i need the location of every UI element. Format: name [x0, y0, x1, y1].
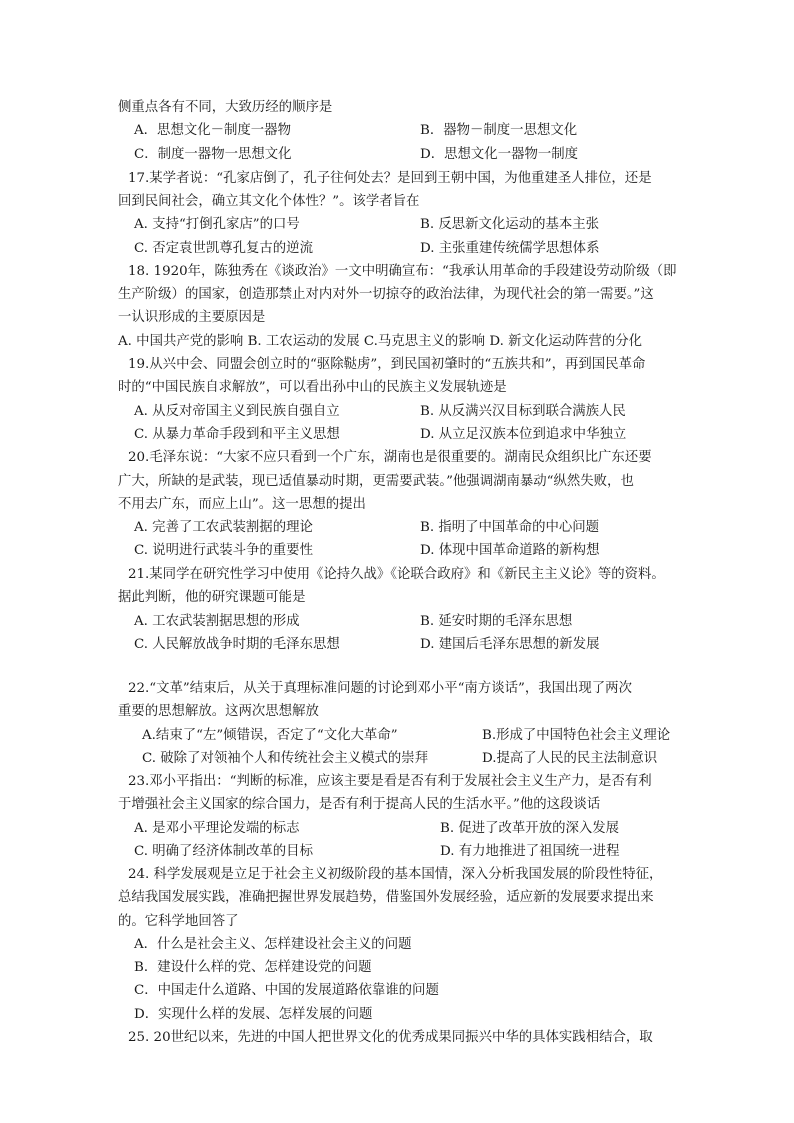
- q17-option-b: B. 反思新文化运动的基本主张: [420, 217, 600, 232]
- q21-option-b: B. 延安时期的毛泽东思想: [420, 614, 573, 629]
- q24-option-a: A．什么是社会主义、怎样建设社会主义的问题: [134, 937, 412, 952]
- q20-option-b: B. 指明了中国革命的中心问题: [420, 520, 600, 535]
- q22-stem-line1: 22.“文革”结束后，从关于真理标准问题的讨论到邓小平“南方谈话”，我国出现了两次: [128, 681, 632, 696]
- q23-stem-line1: 23.邓小平指出：“判断的标准，应该主要是看是否有利于发展社会主义生产力，是否有利: [128, 774, 652, 789]
- q18-stem-line3: 一认识形成的主要原因是: [118, 310, 266, 325]
- q23-option-a: A. 是邓小平理论发端的标志: [134, 821, 300, 836]
- q16-stem-end: 侧重点各有不同，大致历经的顺序是: [118, 100, 333, 115]
- q19-option-c: C. 从暴力革命手段到和平主义思想: [134, 427, 340, 442]
- q17-option-d: D. 主张重建传统儒学思想体系: [420, 241, 600, 256]
- q19-stem-line1: 19.从兴中会、同盟会创立时的“驱除鞑虏”，到民国初肇时的“五族共和”，再到国民革命: [128, 357, 646, 372]
- q16-option-a: A．思想文化－制度一器物: [134, 123, 291, 138]
- q23-stem-line2: 于增强社会主义国家的综合国力，是否有利于提高人民的生活水平。”他的这段谈话: [118, 797, 601, 812]
- q20-option-a: A. 完善了工农武装割据的理论: [134, 520, 313, 535]
- q21-option-d: D. 建国后毛泽东思想的新发展: [420, 637, 600, 652]
- q22-option-d: D.提高了人民的民主法制意识: [482, 751, 658, 766]
- q23-option-c: C. 明确了经济体制改革的目标: [134, 844, 313, 859]
- q19-option-a: A. 从反对帝国主义到民族自强自立: [134, 404, 340, 419]
- q19-option-d: D. 从立足汉族本位到追求中华独立: [420, 427, 627, 442]
- q24-option-c: C．中国走什么道路、中国的发展道路依靠谁的问题: [134, 983, 439, 998]
- q17-option-c: C. 否定袁世凯尊孔复古的逆流: [134, 241, 313, 256]
- q19-option-b: B. 从反满兴汉目标到联合满族人民: [420, 404, 626, 419]
- q23-option-d: D. 有力地推进了祖国统一进程: [440, 844, 620, 859]
- q18-stem-line2: 生产阶级）的国家，创造那禁止对内对外一切掠夺的政治法律，为现代社会的第一需要。”这: [118, 287, 654, 302]
- q17-option-a: A. 支持“打倒孔家店”的口号: [134, 217, 300, 232]
- q17-stem-line1: 17.某学者说：“孔家店倒了，孔子往何处去？是回到王朝中国，为他重建圣人排位，还是: [128, 171, 652, 186]
- q20-option-d: D. 体现中国革命道路的新构想: [420, 543, 600, 558]
- q21-option-a: A. 工农武装割据思想的形成: [134, 614, 300, 629]
- q23-option-b: B. 促进了改革开放的深入发展: [440, 821, 620, 836]
- q16-option-d: D．思想文化一器物一制度: [420, 147, 579, 162]
- q21-stem-line1: 21.某同学在研究性学习中使用《论持久战》《论联合政府》和《新民主主义论》等的资料。: [128, 567, 665, 582]
- q22-option-a: A.结束了“左”倾错误，否定了“文化大革命”: [142, 728, 398, 743]
- q21-stem-line2: 据此判断，他的研究课题可能是: [118, 590, 306, 605]
- q16-option-b: B．器物－制度一思想文化: [420, 123, 578, 138]
- q18-stem-line1: 18. 1920年，陈独秀在《谈政治》一文中明确宣布：“我承认用革命的手段建设劳动阶级（即: [128, 264, 677, 279]
- q19-stem-line2: 时的“中国民族自求解放”，可以看出孙中山的民族主义发展轨迹是: [118, 380, 507, 395]
- q24-stem-line1: 24. 科学发展观是立足于社会主义初级阶段的基本国情，深入分析我国发展的阶段性特征，: [128, 867, 663, 882]
- q17-stem-line2: 回到民间社会，确立其文化个体性？”。该学者旨在: [118, 194, 420, 209]
- q20-stem-line1: 20.毛泽东说：“大家不应只看到一个广东，湖南也是很重要的。湖南民众组织比广东还要: [128, 450, 652, 465]
- q24-option-d: D．实现什么样的发展、怎样发展的问题: [134, 1007, 373, 1022]
- q20-option-c: C. 说明进行武装斗争的重要性: [134, 543, 313, 558]
- q24-stem-line3: 的。它科学地回答了: [118, 914, 239, 929]
- q24-stem-line2: 总结我国发展实践，准确把握世界发展趋势，借鉴国外发展经验，适应新的发展要求提出来: [118, 890, 654, 905]
- q18-options: A. 中国共产党的影响 B. 工农运动的发展 C.马克思主义的影响 D. 新文化运动阵营的分化: [118, 334, 642, 349]
- q21-option-c: C. 人民解放战争时期的毛泽东思想: [134, 637, 340, 652]
- q25-stem-line1: 25. 20世纪以来，先进的中国人把世界文化的优秀成果同振兴中华的具体实践相结合，取: [128, 1030, 653, 1045]
- q22-stem-line2: 重要的思想解放。这两次思想解放: [118, 704, 319, 719]
- q22-option-b: B.形成了中国特色社会主义理论: [482, 728, 671, 743]
- q22-option-c: C. 破除了对领袖个人和传统社会主义模式的崇拜: [142, 751, 429, 766]
- q16-option-c: C．制度一器物一思想文化: [134, 147, 292, 162]
- q20-stem-line2: 广大，所缺的是武装，现已适值暴动时期，更需要武装。”他强调湖南暴动“纵然失败，也: [118, 474, 634, 489]
- q24-option-b: B．建设什么样的党、怎样建设党的问题: [134, 960, 372, 975]
- q20-stem-line3: 不用去广东，而应上山”。这一思想的提出: [118, 497, 366, 512]
